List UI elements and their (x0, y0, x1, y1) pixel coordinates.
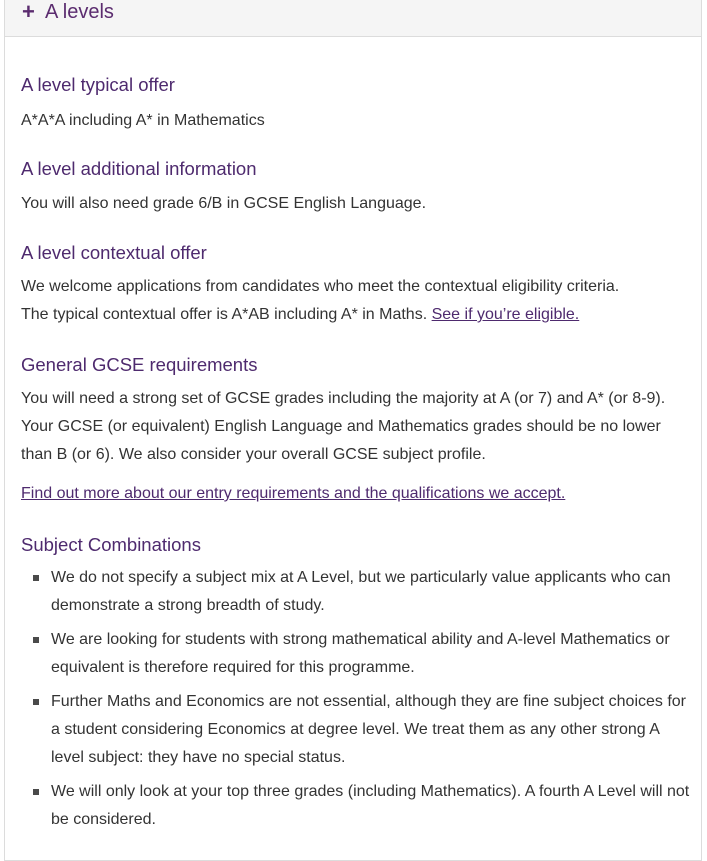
accordion-header-a-levels[interactable] (5, 0, 701, 37)
section-gcse (21, 352, 693, 469)
section-contextual-offer (21, 240, 619, 329)
list-item-text: Further Maths and Economics are not essential, although they are fine subject choices for a student considering Economics at degree level. We treat them as any other strong A level subject: they have no special status. (51, 693, 687, 766)
section-text (21, 273, 619, 329)
section-typical-offer (21, 72, 265, 135)
bullet-icon (33, 789, 39, 795)
section-subject-combinations (21, 532, 693, 840)
section-additional-info (21, 156, 426, 218)
list-item (21, 626, 693, 682)
subject-combinations-list (21, 564, 693, 834)
section-text: You will also need grade 6/B in GCSE English Language. (21, 195, 427, 212)
list-item (21, 688, 693, 772)
list-item-text: We are looking for students with strong mathematical ability and A-level Mathematics or equivalent is therefore required for this programme. (51, 631, 670, 676)
list-item-text: We do not specify a subject mix at A Level, but we particularly value applicants who can demonstrate a strong breadth of study. (51, 569, 671, 614)
accordion-panel (4, 0, 702, 861)
bullet-icon (33, 575, 39, 581)
list-item-text: We will only look at your top three grades (including Mathematics). A fourth A Level will not be considered. (51, 783, 690, 828)
entry-requirements-link[interactable]: Find out more about our entry requirements and the qualifications we accept. (21, 485, 566, 502)
list-item (21, 778, 693, 834)
eligibility-link[interactable]: See if you’re eligible. (431, 306, 580, 323)
section-heading: A level typical offer (21, 74, 175, 95)
section-heading: A level contextual offer (21, 242, 207, 263)
section-heading: General GCSE requirements (21, 354, 258, 375)
contextual-text-line2: The typical contextual offer is A*AB including A* in Maths. (21, 306, 428, 323)
list-item (21, 564, 693, 620)
accordion-title[interactable]: A levels (45, 1, 114, 23)
section-text: You will need a strong set of GCSE grades including the majority at A (or 7) and A* (or 8-9). Your GCSE (or equivalent) English Language and Mathematics grades should be no lower than B (or 6). We also consider your overall GCSE subject profile. (21, 390, 666, 463)
section-text: A*A*A including A* in Mathematics (21, 112, 265, 129)
section-heading: Subject Combinations (21, 534, 201, 555)
bullet-icon (33, 699, 39, 705)
section-heading: A level additional information (21, 158, 257, 179)
bullet-icon (33, 637, 39, 643)
plus-icon[interactable]: + (22, 0, 35, 24)
contextual-text-line1: We welcome applications from candidates who meet the contextual eligibility criteria. (21, 278, 620, 295)
more-link-container (21, 480, 565, 508)
